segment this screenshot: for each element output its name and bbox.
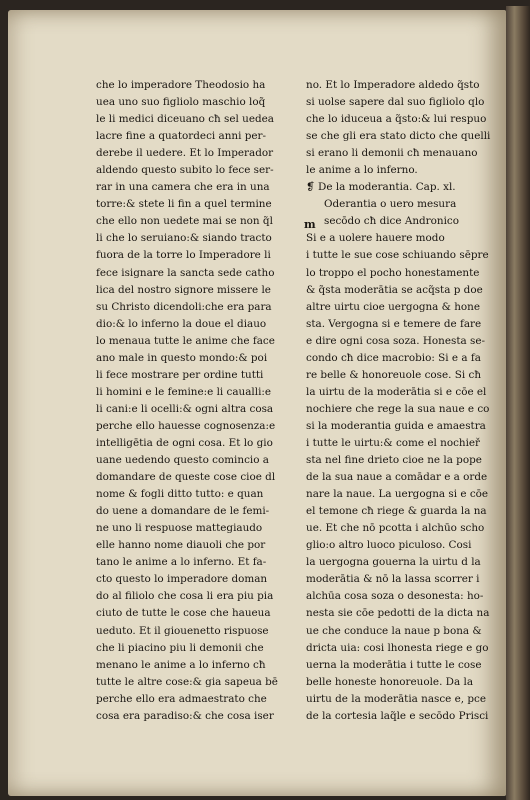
text-line: la uirtu de la moderātia si e cōe el — [306, 385, 487, 398]
text-line: ano male in questo mondo:& poi — [96, 351, 268, 364]
text-line: fuora de la torre lo Imperadore li — [96, 249, 271, 262]
right-text-column — [306, 77, 506, 725]
text-line: i tutte le uirtu:& come el nochieř — [306, 436, 481, 449]
left-text-column — [96, 77, 304, 725]
text-line: ciuto de tutte le cose che haueua — [96, 607, 271, 620]
text-line: dricta uia: cosi lhonesta riege e go — [306, 641, 489, 654]
chapter-heading — [306, 179, 506, 196]
text-line: el temone cħ riege & guarda la na — [306, 505, 487, 518]
text-line: do uene a domandare de le femi- — [96, 505, 270, 518]
text-line: lica del nostro signore missere le — [96, 283, 271, 296]
text-line: altre uirtu cioe uergogna & hone — [306, 300, 481, 313]
text-line: si uolse sapere dal suo figliolo qlo — [306, 96, 485, 109]
text-line: che ello non uedete mai se non q̃l — [96, 215, 273, 228]
text-line: re belle & honoreuole cose. Si cħ — [306, 368, 482, 381]
text-line: uane uedendo questo comincio a — [96, 454, 269, 467]
text-line: uerna la moderātia i tutte le cose — [306, 658, 482, 671]
text-line: secōdo cħ dice Andronico — [324, 215, 459, 228]
text-line: elle hanno nome diauoli che por — [96, 539, 266, 552]
text-line: sta. Vergogna si e temere de fare — [306, 317, 482, 330]
text-line: se che gli era stato dicto che quelli — [306, 130, 491, 143]
text-line: si erano li demonii cħ menauano — [306, 147, 478, 160]
text-line: nare la naue. La uergogna si e cōe — [306, 488, 489, 501]
text-line: lacre fine a quatordeci anni per- — [96, 130, 266, 143]
chapter-heading-text: De la moderantia. Cap. xl. — [318, 181, 456, 194]
text-line: moderātia & nō la lassa scorrer i — [306, 573, 480, 586]
text-line: belle honeste honoreuole. Da la — [306, 675, 474, 688]
text-line: lo troppo el pocho honestamente — [306, 266, 480, 279]
text-line: lo menaua tutte le anime che face — [96, 334, 275, 347]
text-line: nome & fogli ditto tutto: e quan — [96, 488, 264, 501]
text-line: menano le anime a lo inferno cħ — [96, 658, 266, 671]
text-line: li che lo seruiano:& siando tracto — [96, 232, 272, 245]
text-line: alchūa cosa soza o desonesta: ho- — [306, 590, 484, 603]
text-line: de la sua naue a comādar e a orde — [306, 471, 488, 484]
text-line: no. Et lo Imperadore aldedo q̃sto — [306, 79, 480, 91]
text-line: aldendo questo subito lo fece ser- — [96, 164, 274, 177]
text-line: le li medici diceuano cħ sel uedea — [96, 113, 274, 126]
text-line: e dire ogni cosa soza. Honesta se- — [306, 334, 485, 347]
page-margin — [26, 102, 44, 103]
text-line: la uergogna gouerna la uirtu d la — [306, 556, 481, 569]
text-line: tano le anime a lo inferno. Et fa- — [96, 556, 267, 569]
text-line: rar in una camera che era in una — [96, 181, 270, 194]
text-line: cosa era paradiso:& che cosa iser — [96, 709, 274, 722]
text-line: su Christo dicendoli:che era para — [96, 300, 272, 313]
text-line: i tutte le sue cose schiuando sēpre — [306, 249, 489, 262]
text-line: che lo iduceua a q̃sto:& lui respuo — [306, 113, 487, 126]
text-line: ue. Et che nō pcotta i alchūo scho — [306, 522, 485, 535]
text-line: perche ello hauesse cognosenza:e — [96, 419, 276, 432]
text-line: fece isignare la sancta sede catho — [96, 266, 275, 279]
text-line: ue che conduce la naue p bona & — [306, 624, 482, 637]
text-line: sta nel fine drieto cioe ne la pope — [306, 454, 482, 467]
text-line: do al filiolo che cosa li era piu pia — [96, 590, 274, 603]
text-line: Oderantia o uero mesura — [324, 198, 457, 211]
text-line: nochiere che rege la sua naue e co — [306, 402, 490, 415]
text-line: de la cortesia laq̃le e secōdo Prisci — [306, 709, 489, 722]
text-line: domandare de queste cose cioe dl — [96, 471, 276, 484]
text-line: nesta sie cōe pedotti de la dicta na — [306, 607, 490, 620]
text-line: cto questo lo imperadore doman — [96, 573, 268, 586]
right-column-body — [306, 196, 506, 724]
text-line: le anime a lo inferno. — [306, 164, 418, 177]
text-line: uea uno suo figliolo maschio loq̃ — [96, 96, 266, 109]
text-line: condo cħ dice macrobio: Si e a fa — [306, 351, 481, 364]
text-line: derebe il uedere. Et lo Imperador — [96, 147, 274, 160]
text-line: uirtu de la moderātia nasce e, pce — [306, 692, 487, 705]
text-line: che lo imperadore Theodosio ha — [96, 79, 266, 91]
text-line: che li piacino piu li demonii che — [96, 641, 264, 654]
chapter-body — [306, 196, 506, 724]
text-line: li homini e le femine:e li caualli:e — [96, 385, 272, 398]
text-line: intelligētia de ogni cosa. Et lo gio — [96, 436, 273, 449]
text-line: & q̃sta moderātia se acq̃sta p doe — [306, 283, 483, 296]
text-line: li fece mostrare per ordine tutti — [96, 368, 264, 381]
text-line: Si e a uolere hauere modo — [306, 232, 445, 245]
text-line: si la moderantia guida e amaestra — [306, 419, 486, 432]
right-column-top — [306, 77, 506, 179]
text-line: ueduto. Et il giouenetto rispuose — [96, 624, 269, 637]
text-line: torre:& stete li fin a quel termine — [96, 198, 272, 211]
pilcrow-mark: ❡ — [306, 181, 315, 194]
drop-initial: m — [304, 218, 316, 232]
text-line: ne uno li respuose mattegiaudo — [96, 522, 263, 535]
text-line: glio:o altro luoco piculoso. Cosi — [306, 539, 472, 552]
text-line: dio:& lo inferno la doue el diauo — [96, 317, 267, 330]
text-line: li cani:e li ocelli:& ogni altra cosa — [96, 402, 274, 415]
text-line: perche ello era admaestrato che — [96, 692, 267, 705]
text-line: tutte le altre cose:& gia sapeua bē — [96, 675, 278, 688]
book-fore-edge — [506, 6, 530, 800]
